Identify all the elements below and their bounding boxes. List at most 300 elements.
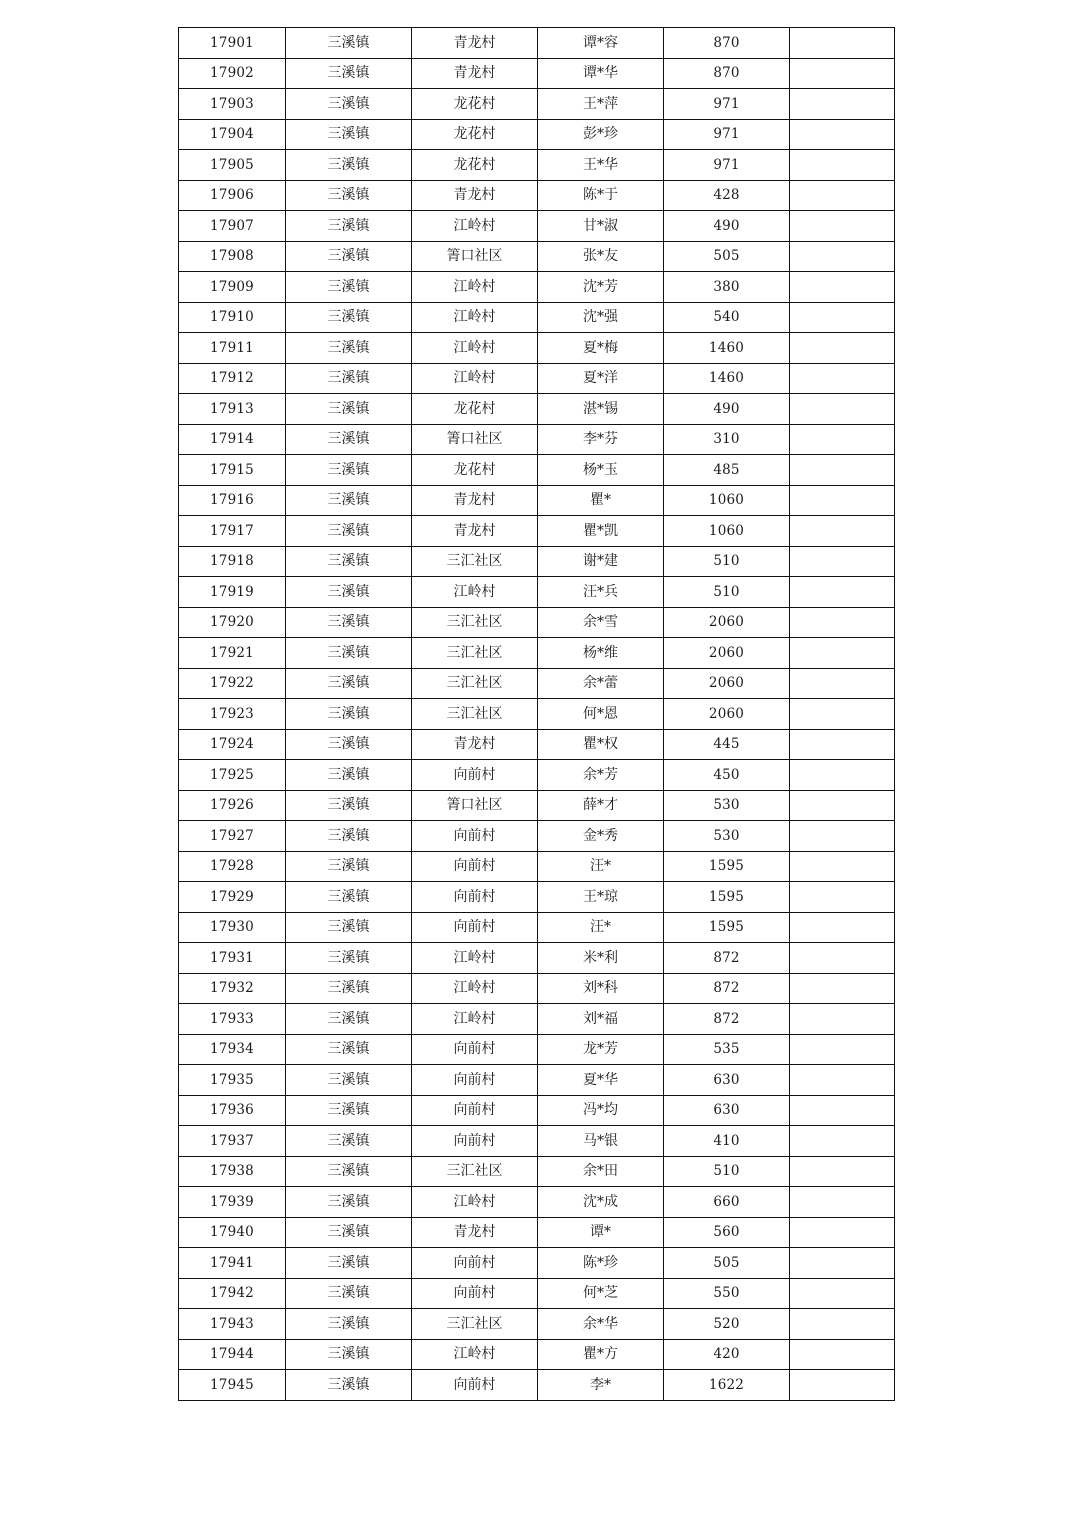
name-cell: 瞿*方 [538,1339,664,1370]
amount-cell: 630 [664,1065,790,1096]
town-cell: 三溪镇 [286,333,412,364]
village-cell: 青龙村 [412,28,538,59]
blank-cell [790,668,895,699]
table-row [179,1095,895,1126]
amount-cell: 660 [664,1187,790,1218]
table-row [179,912,895,943]
serial-number-cell: 17939 [179,1187,286,1218]
town-cell: 三溪镇 [286,973,412,1004]
town-cell: 三溪镇 [286,1339,412,1370]
town-cell: 三溪镇 [286,1309,412,1340]
blank-cell [790,546,895,577]
data-table [178,27,895,1401]
town-cell: 三溪镇 [286,851,412,882]
amount-cell: 485 [664,455,790,486]
blank-cell [790,1309,895,1340]
table-row [179,729,895,760]
serial-number-cell: 17920 [179,607,286,638]
town-cell: 三溪镇 [286,58,412,89]
town-cell: 三溪镇 [286,394,412,425]
serial-number-cell: 17904 [179,119,286,150]
town-cell: 三溪镇 [286,1248,412,1279]
serial-number-cell: 17909 [179,272,286,303]
table-row [179,1217,895,1248]
table-row [179,973,895,1004]
serial-number-cell: 17936 [179,1095,286,1126]
name-cell: 马*银 [538,1126,664,1157]
blank-cell [790,699,895,730]
village-cell: 青龙村 [412,729,538,760]
blank-cell [790,729,895,760]
blank-cell [790,1248,895,1279]
amount-cell: 2060 [664,668,790,699]
blank-cell [790,1278,895,1309]
amount-cell: 510 [664,1156,790,1187]
blank-cell [790,1034,895,1065]
name-cell: 张*友 [538,241,664,272]
name-cell: 瞿* [538,485,664,516]
village-cell: 向前村 [412,882,538,913]
table-row [179,1187,895,1218]
amount-cell: 1460 [664,363,790,394]
serial-number-cell: 17902 [179,58,286,89]
blank-cell [790,973,895,1004]
village-cell: 青龙村 [412,485,538,516]
name-cell: 李*芬 [538,424,664,455]
serial-number-cell: 17935 [179,1065,286,1096]
blank-cell [790,607,895,638]
table-row [179,1370,895,1401]
table-row [179,638,895,669]
table-row [179,607,895,638]
serial-number-cell: 17928 [179,851,286,882]
blank-cell [790,1126,895,1157]
blank-cell [790,790,895,821]
village-cell: 向前村 [412,1095,538,1126]
town-cell: 三溪镇 [286,1095,412,1126]
amount-cell: 445 [664,729,790,760]
blank-cell [790,119,895,150]
amount-cell: 1595 [664,912,790,943]
blank-cell [790,241,895,272]
table-row [179,760,895,791]
town-cell: 三溪镇 [286,1034,412,1065]
name-cell: 刘*科 [538,973,664,1004]
town-cell: 三溪镇 [286,516,412,547]
amount-cell: 530 [664,821,790,852]
table-row [179,58,895,89]
blank-cell [790,485,895,516]
blank-cell [790,516,895,547]
serial-number-cell: 17907 [179,211,286,242]
amount-cell: 1595 [664,882,790,913]
name-cell: 杨*维 [538,638,664,669]
village-cell: 江岭村 [412,211,538,242]
name-cell: 瞿*凯 [538,516,664,547]
amount-cell: 505 [664,241,790,272]
village-cell: 江岭村 [412,302,538,333]
serial-number-cell: 17929 [179,882,286,913]
serial-number-cell: 17918 [179,546,286,577]
blank-cell [790,180,895,211]
amount-cell: 2060 [664,607,790,638]
table-row [179,363,895,394]
village-cell: 龙花村 [412,394,538,425]
blank-cell [790,1156,895,1187]
serial-number-cell: 17901 [179,28,286,59]
village-cell: 青龙村 [412,1217,538,1248]
table-row [179,790,895,821]
town-cell: 三溪镇 [286,882,412,913]
table-row [179,119,895,150]
town-cell: 三溪镇 [286,28,412,59]
amount-cell: 428 [664,180,790,211]
table-row [179,333,895,364]
serial-number-cell: 17912 [179,363,286,394]
town-cell: 三溪镇 [286,668,412,699]
table-row [179,851,895,882]
serial-number-cell: 17943 [179,1309,286,1340]
amount-cell: 505 [664,1248,790,1279]
name-cell: 王*华 [538,150,664,181]
town-cell: 三溪镇 [286,912,412,943]
village-cell: 龙花村 [412,89,538,120]
town-cell: 三溪镇 [286,1065,412,1096]
amount-cell: 1622 [664,1370,790,1401]
blank-cell [790,577,895,608]
village-cell: 向前村 [412,760,538,791]
amount-cell: 380 [664,272,790,303]
serial-number-cell: 17908 [179,241,286,272]
name-cell: 甘*淑 [538,211,664,242]
serial-number-cell: 17937 [179,1126,286,1157]
village-cell: 江岭村 [412,363,538,394]
serial-number-cell: 17906 [179,180,286,211]
table-row [179,241,895,272]
blank-cell [790,821,895,852]
serial-number-cell: 17927 [179,821,286,852]
name-cell: 谭* [538,1217,664,1248]
table-row [179,1309,895,1340]
village-cell: 江岭村 [412,1187,538,1218]
serial-number-cell: 17924 [179,729,286,760]
table-row [179,180,895,211]
blank-cell [790,302,895,333]
name-cell: 沈*芳 [538,272,664,303]
table-row [179,150,895,181]
table-row [179,943,895,974]
name-cell: 谭*华 [538,58,664,89]
town-cell: 三溪镇 [286,302,412,333]
village-cell: 江岭村 [412,272,538,303]
village-cell: 青龙村 [412,516,538,547]
table-row [179,302,895,333]
town-cell: 三溪镇 [286,1156,412,1187]
village-cell: 向前村 [412,821,538,852]
name-cell: 谢*建 [538,546,664,577]
amount-cell: 535 [664,1034,790,1065]
serial-number-cell: 17944 [179,1339,286,1370]
town-cell: 三溪镇 [286,150,412,181]
serial-number-cell: 17938 [179,1156,286,1187]
blank-cell [790,1370,895,1401]
name-cell: 汪* [538,912,664,943]
serial-number-cell: 17942 [179,1278,286,1309]
blank-cell [790,638,895,669]
name-cell: 夏*洋 [538,363,664,394]
village-cell: 向前村 [412,1034,538,1065]
table-row [179,1065,895,1096]
village-cell: 向前村 [412,1370,538,1401]
name-cell: 陈*珍 [538,1248,664,1279]
table-row [179,546,895,577]
serial-number-cell: 17933 [179,1004,286,1035]
name-cell: 余*华 [538,1309,664,1340]
blank-cell [790,89,895,120]
name-cell: 米*利 [538,943,664,974]
amount-cell: 530 [664,790,790,821]
amount-cell: 520 [664,1309,790,1340]
amount-cell: 1060 [664,516,790,547]
serial-number-cell: 17911 [179,333,286,364]
serial-number-cell: 17905 [179,150,286,181]
blank-cell [790,760,895,791]
village-cell: 三汇社区 [412,1156,538,1187]
village-cell: 三汇社区 [412,668,538,699]
name-cell: 湛*锡 [538,394,664,425]
town-cell: 三溪镇 [286,638,412,669]
table-row [179,1278,895,1309]
amount-cell: 490 [664,211,790,242]
village-cell: 龙花村 [412,119,538,150]
village-cell: 江岭村 [412,1339,538,1370]
town-cell: 三溪镇 [286,1278,412,1309]
serial-number-cell: 17925 [179,760,286,791]
blank-cell [790,943,895,974]
table-row [179,1004,895,1035]
table-row [179,272,895,303]
blank-cell [790,455,895,486]
town-cell: 三溪镇 [286,607,412,638]
village-cell: 江岭村 [412,1004,538,1035]
name-cell: 余*蕾 [538,668,664,699]
town-cell: 三溪镇 [286,943,412,974]
town-cell: 三溪镇 [286,1370,412,1401]
town-cell: 三溪镇 [286,485,412,516]
name-cell: 瞿*权 [538,729,664,760]
blank-cell [790,424,895,455]
town-cell: 三溪镇 [286,729,412,760]
village-cell: 三汇社区 [412,1309,538,1340]
serial-number-cell: 17916 [179,485,286,516]
town-cell: 三溪镇 [286,1187,412,1218]
table-row [179,394,895,425]
serial-number-cell: 17913 [179,394,286,425]
village-cell: 箐口社区 [412,790,538,821]
blank-cell [790,882,895,913]
name-cell: 杨*玉 [538,455,664,486]
serial-number-cell: 17921 [179,638,286,669]
town-cell: 三溪镇 [286,760,412,791]
amount-cell: 560 [664,1217,790,1248]
village-cell: 三汇社区 [412,699,538,730]
village-cell: 龙花村 [412,150,538,181]
serial-number-cell: 17922 [179,668,286,699]
serial-number-cell: 17926 [179,790,286,821]
blank-cell [790,150,895,181]
name-cell: 王*琼 [538,882,664,913]
name-cell: 薛*才 [538,790,664,821]
town-cell: 三溪镇 [286,577,412,608]
serial-number-cell: 17931 [179,943,286,974]
village-cell: 江岭村 [412,943,538,974]
blank-cell [790,1095,895,1126]
amount-cell: 510 [664,577,790,608]
table-row [179,882,895,913]
table-row [179,455,895,486]
blank-cell [790,272,895,303]
table-row [179,28,895,59]
village-cell: 向前村 [412,1065,538,1096]
blank-cell [790,1004,895,1035]
amount-cell: 510 [664,546,790,577]
amount-cell: 872 [664,1004,790,1035]
village-cell: 箐口社区 [412,424,538,455]
serial-number-cell: 17934 [179,1034,286,1065]
blank-cell [790,1217,895,1248]
serial-number-cell: 17910 [179,302,286,333]
blank-cell [790,1065,895,1096]
amount-cell: 872 [664,973,790,1004]
town-cell: 三溪镇 [286,241,412,272]
town-cell: 三溪镇 [286,211,412,242]
amount-cell: 2060 [664,638,790,669]
town-cell: 三溪镇 [286,272,412,303]
name-cell: 夏*梅 [538,333,664,364]
amount-cell: 1595 [664,851,790,882]
name-cell: 何*恩 [538,699,664,730]
amount-cell: 2060 [664,699,790,730]
amount-cell: 550 [664,1278,790,1309]
name-cell: 余*芳 [538,760,664,791]
name-cell: 龙*芳 [538,1034,664,1065]
table-body [179,28,895,1401]
amount-cell: 971 [664,119,790,150]
name-cell: 何*芝 [538,1278,664,1309]
amount-cell: 872 [664,943,790,974]
village-cell: 向前村 [412,1126,538,1157]
blank-cell [790,28,895,59]
name-cell: 冯*均 [538,1095,664,1126]
name-cell: 陈*于 [538,180,664,211]
village-cell: 三汇社区 [412,546,538,577]
table-row [179,1156,895,1187]
name-cell: 沈*成 [538,1187,664,1218]
town-cell: 三溪镇 [286,89,412,120]
table-row [179,668,895,699]
village-cell: 青龙村 [412,58,538,89]
name-cell: 余*田 [538,1156,664,1187]
amount-cell: 1060 [664,485,790,516]
village-cell: 江岭村 [412,973,538,1004]
blank-cell [790,912,895,943]
blank-cell [790,394,895,425]
amount-cell: 540 [664,302,790,333]
village-cell: 龙花村 [412,455,538,486]
village-cell: 向前村 [412,1278,538,1309]
name-cell: 沈*强 [538,302,664,333]
amount-cell: 630 [664,1095,790,1126]
name-cell: 夏*华 [538,1065,664,1096]
village-cell: 三汇社区 [412,607,538,638]
town-cell: 三溪镇 [286,790,412,821]
table-row [179,211,895,242]
village-cell: 江岭村 [412,577,538,608]
blank-cell [790,1339,895,1370]
village-cell: 向前村 [412,851,538,882]
serial-number-cell: 17915 [179,455,286,486]
name-cell: 汪*兵 [538,577,664,608]
blank-cell [790,851,895,882]
serial-number-cell: 17919 [179,577,286,608]
town-cell: 三溪镇 [286,821,412,852]
village-cell: 向前村 [412,912,538,943]
name-cell: 余*雪 [538,607,664,638]
town-cell: 三溪镇 [286,1217,412,1248]
blank-cell [790,58,895,89]
town-cell: 三溪镇 [286,699,412,730]
town-cell: 三溪镇 [286,546,412,577]
village-cell: 三汇社区 [412,638,538,669]
table-row [179,424,895,455]
table-row [179,1126,895,1157]
amount-cell: 420 [664,1339,790,1370]
amount-cell: 450 [664,760,790,791]
name-cell: 李* [538,1370,664,1401]
town-cell: 三溪镇 [286,455,412,486]
town-cell: 三溪镇 [286,363,412,394]
table-row [179,821,895,852]
amount-cell: 490 [664,394,790,425]
village-cell: 箐口社区 [412,241,538,272]
table-row [179,89,895,120]
name-cell: 金*秀 [538,821,664,852]
serial-number-cell: 17940 [179,1217,286,1248]
table-row [179,577,895,608]
amount-cell: 870 [664,58,790,89]
town-cell: 三溪镇 [286,424,412,455]
serial-number-cell: 17945 [179,1370,286,1401]
amount-cell: 971 [664,150,790,181]
blank-cell [790,211,895,242]
name-cell: 汪* [538,851,664,882]
serial-number-cell: 17917 [179,516,286,547]
name-cell: 彭*珍 [538,119,664,150]
amount-cell: 310 [664,424,790,455]
blank-cell [790,363,895,394]
table-row [179,1248,895,1279]
village-cell: 青龙村 [412,180,538,211]
serial-number-cell: 17914 [179,424,286,455]
serial-number-cell: 17903 [179,89,286,120]
serial-number-cell: 17930 [179,912,286,943]
blank-cell [790,333,895,364]
town-cell: 三溪镇 [286,1126,412,1157]
name-cell: 谭*容 [538,28,664,59]
amount-cell: 1460 [664,333,790,364]
blank-cell [790,1187,895,1218]
town-cell: 三溪镇 [286,1004,412,1035]
